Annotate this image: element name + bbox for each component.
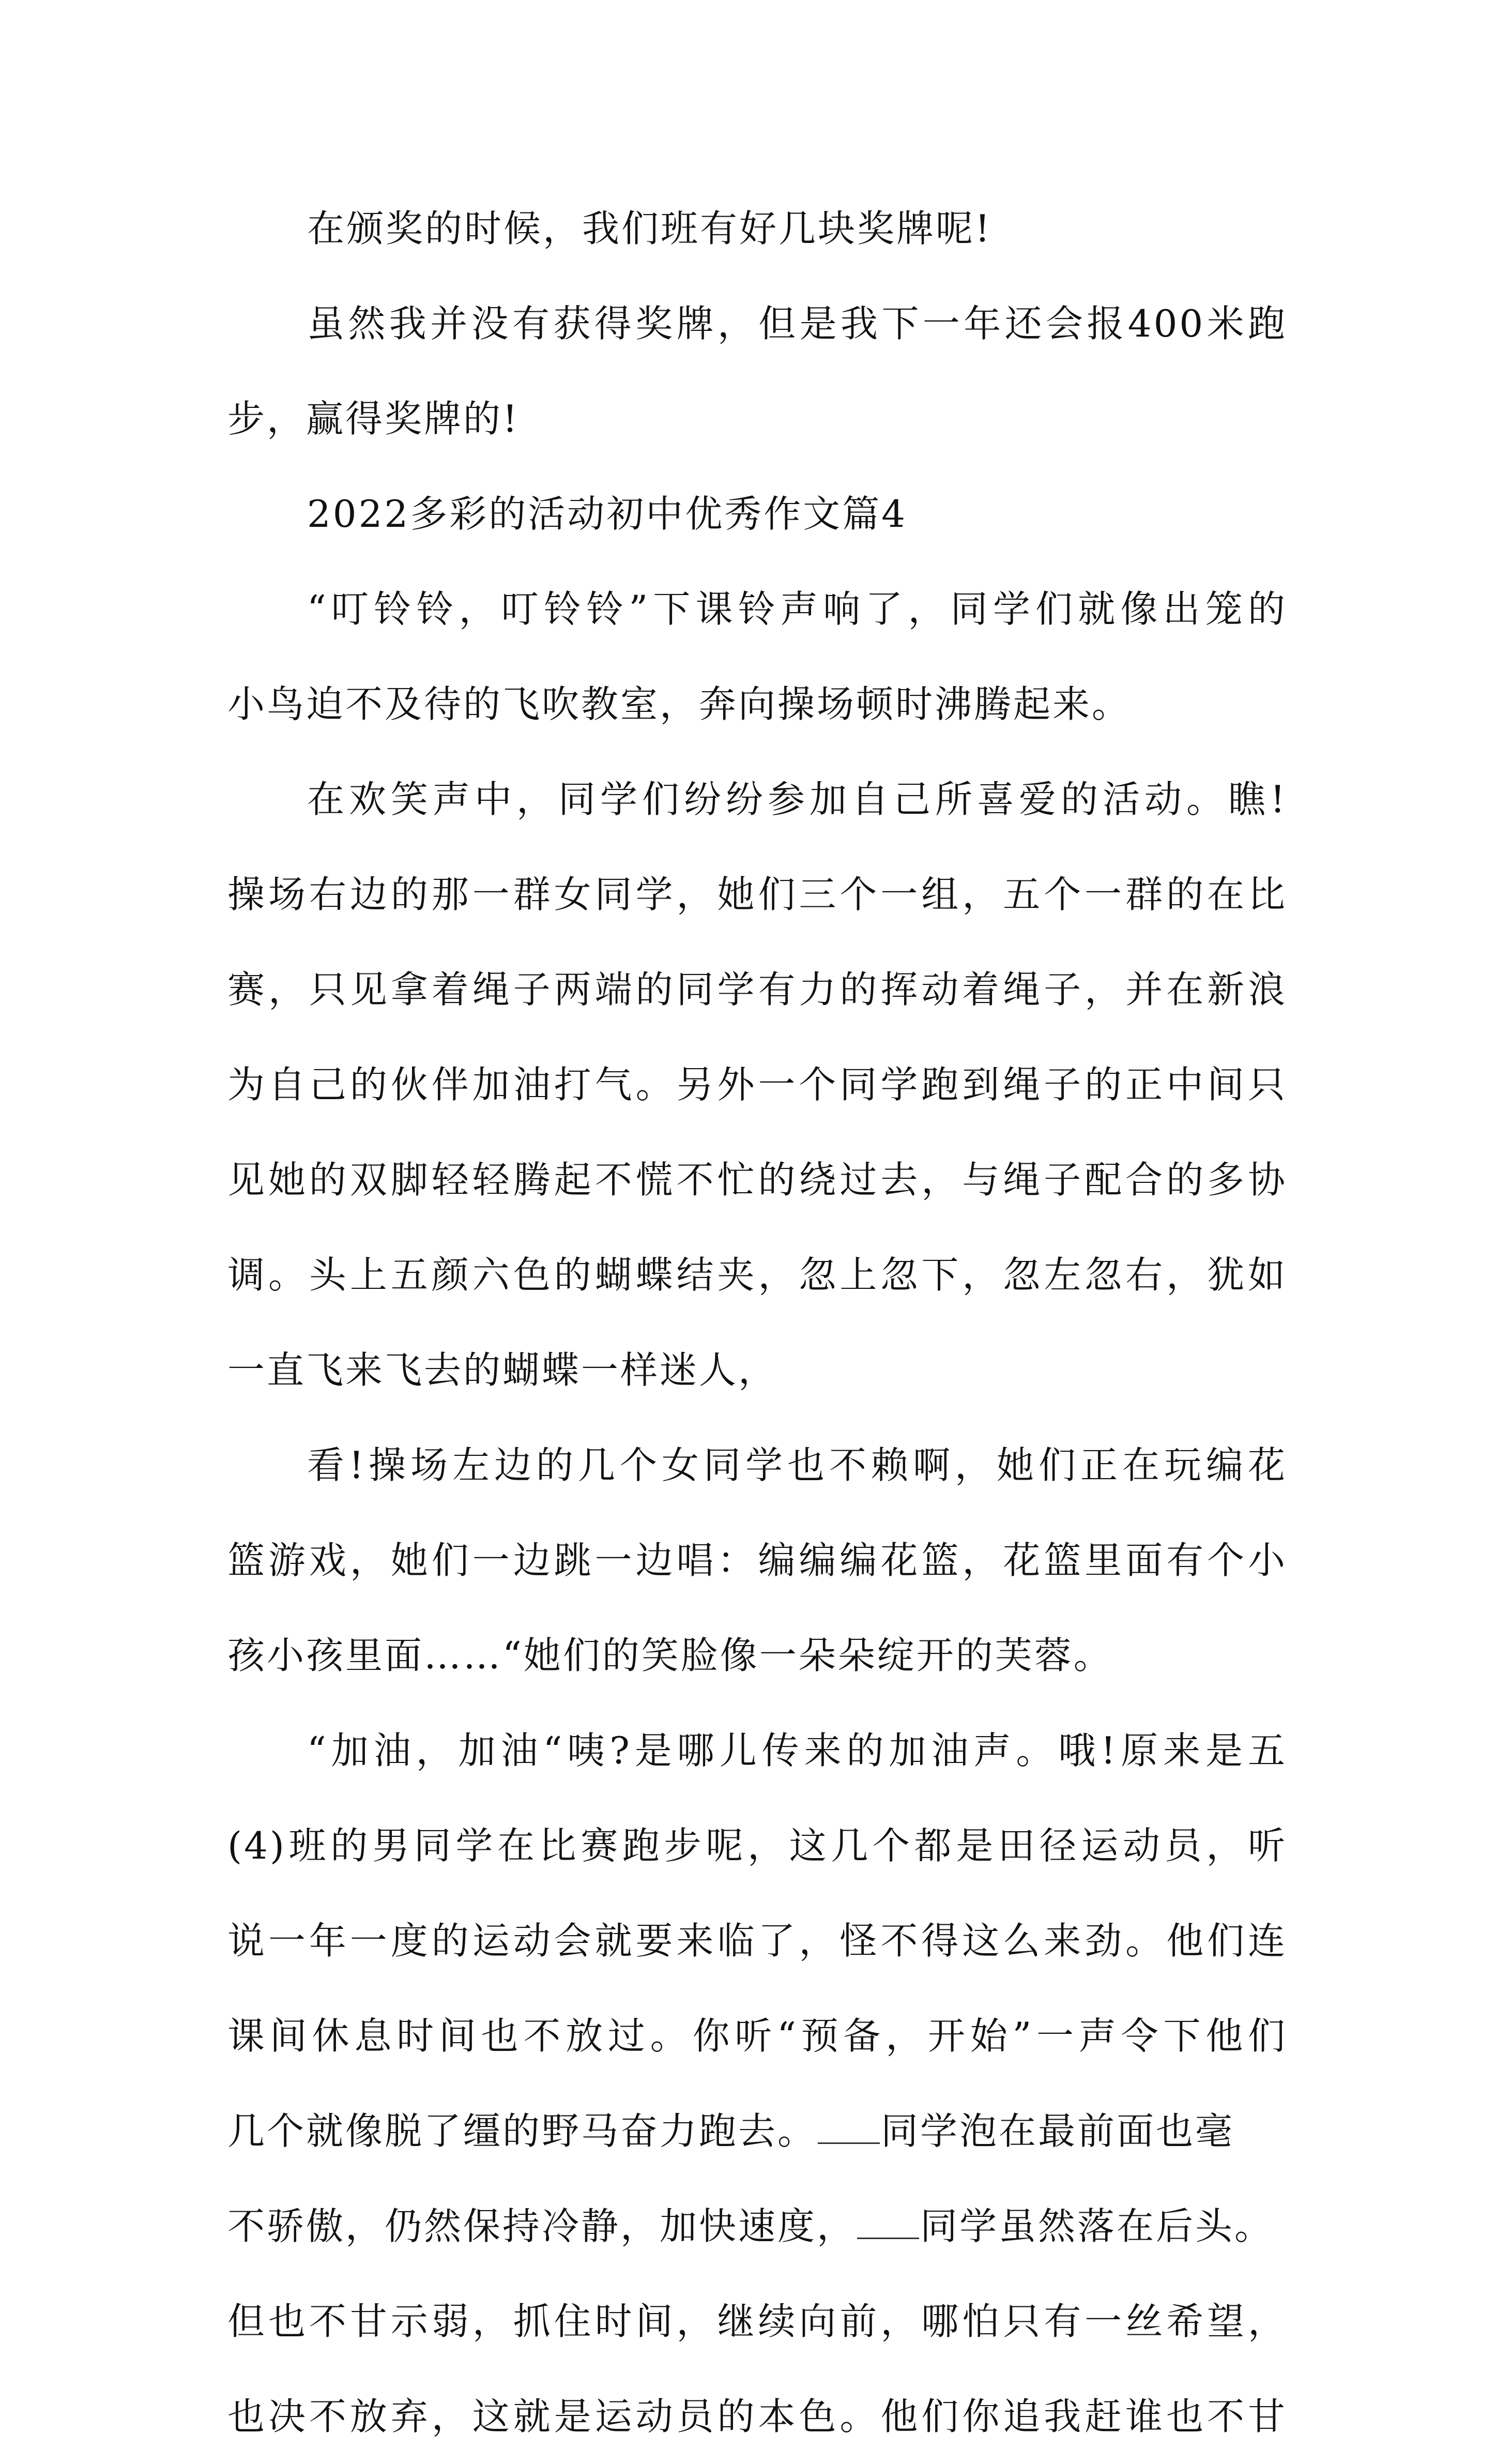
document-body	[227, 181, 1287, 2464]
paragraph-line: 为自己的伙伴加油打气。另外一个同学跑到绳子的正中间只	[227, 1063, 1287, 1106]
line-text-after-blank: 同学泡在最前面也毫	[881, 2109, 1235, 2153]
line-text-after-blank: 同学虽然落在后头。	[920, 2204, 1274, 2248]
paragraph-line: (4)班的男同学在比赛跑步呢，这几个都是田径运动员，听	[227, 1824, 1287, 1867]
paragraph-line-with-blank	[227, 2083, 1287, 2179]
paragraph-line: 小鸟迫不及待的飞吹教室，奔向操场顿时沸腾起来。	[227, 682, 1132, 726]
paragraph-line: 调。头上五颜六色的蝴蝶结夹，忽上忽下，忽左忽右，犹如	[227, 1253, 1287, 1297]
paragraph-line: 在颁奖的时候，我们班有好几块奖牌呢!	[307, 207, 992, 250]
fill-in-blank	[857, 2209, 919, 2239]
fill-in-blank	[818, 2113, 880, 2144]
paragraph-line: 但也不甘示弱，抓住时间，继续向前，哪怕只有一丝希望，	[227, 2300, 1287, 2343]
paragraph-line: 说一年一度的运动会就要来临了，怪不得这么来劲。他们连	[227, 1919, 1287, 1963]
paragraph-line-with-blank	[227, 2179, 1287, 2274]
line-text-before-blank: 几个就像脱了缰的野马奋力跑去。	[227, 2109, 817, 2153]
paragraph-line: 步，赢得奖牌的!	[227, 397, 520, 440]
paragraph-line: 虽然我并没有获得奖牌，但是我下一年还会报400米跑	[307, 302, 1287, 345]
paragraph-line: 也决不放弃，这就是运动员的本色。他们你追我赶谁也不甘	[227, 2395, 1287, 2438]
paragraph-line: 操场右边的那一群女同学，她们三个一组，五个一群的在比	[227, 873, 1287, 916]
paragraph-line: “加油，加油“咦?是哪儿传来的加油声。哦!原来是五	[307, 1729, 1287, 1772]
paragraph-line: 课间休息时间也不放过。你听“预备，开始”一声令下他们	[227, 2014, 1287, 2058]
paragraph-line: 赛，只见拿着绳子两端的同学有力的挥动着绳子，并在新浪	[227, 968, 1287, 1011]
paragraph-line: 篮游戏，她们一边跳一边唱：编编编花篮，花篮里面有个小	[227, 1539, 1287, 1582]
line-text-before-blank: 不骄傲，仍然保持冷静，加快速度，	[227, 2204, 857, 2248]
section-heading: 2022多彩的活动初中优秀作文篇4	[307, 492, 908, 536]
paragraph-line: “叮铃铃，叮铃铃”下课铃声响了，同学们就像出笼的	[307, 587, 1287, 631]
paragraph-line: 看!操场左边的几个女同学也不赖啊，她们正在玩编花	[307, 1443, 1287, 1487]
paragraph-line: 见她的双脚轻轻腾起不慌不忙的绕过去，与绳子配合的多协	[227, 1158, 1287, 1201]
paragraph-line: 孩小孩里面……“她们的笑脸像一朵朵绽开的芙蓉。	[227, 1634, 1113, 1677]
paragraph-line: 一直飞来飞去的蝴蝶一样迷人，	[227, 1348, 778, 1392]
paragraph-line: 在欢笑声中，同学们纷纷参加自己所喜爱的活动。瞧!	[307, 778, 1287, 821]
